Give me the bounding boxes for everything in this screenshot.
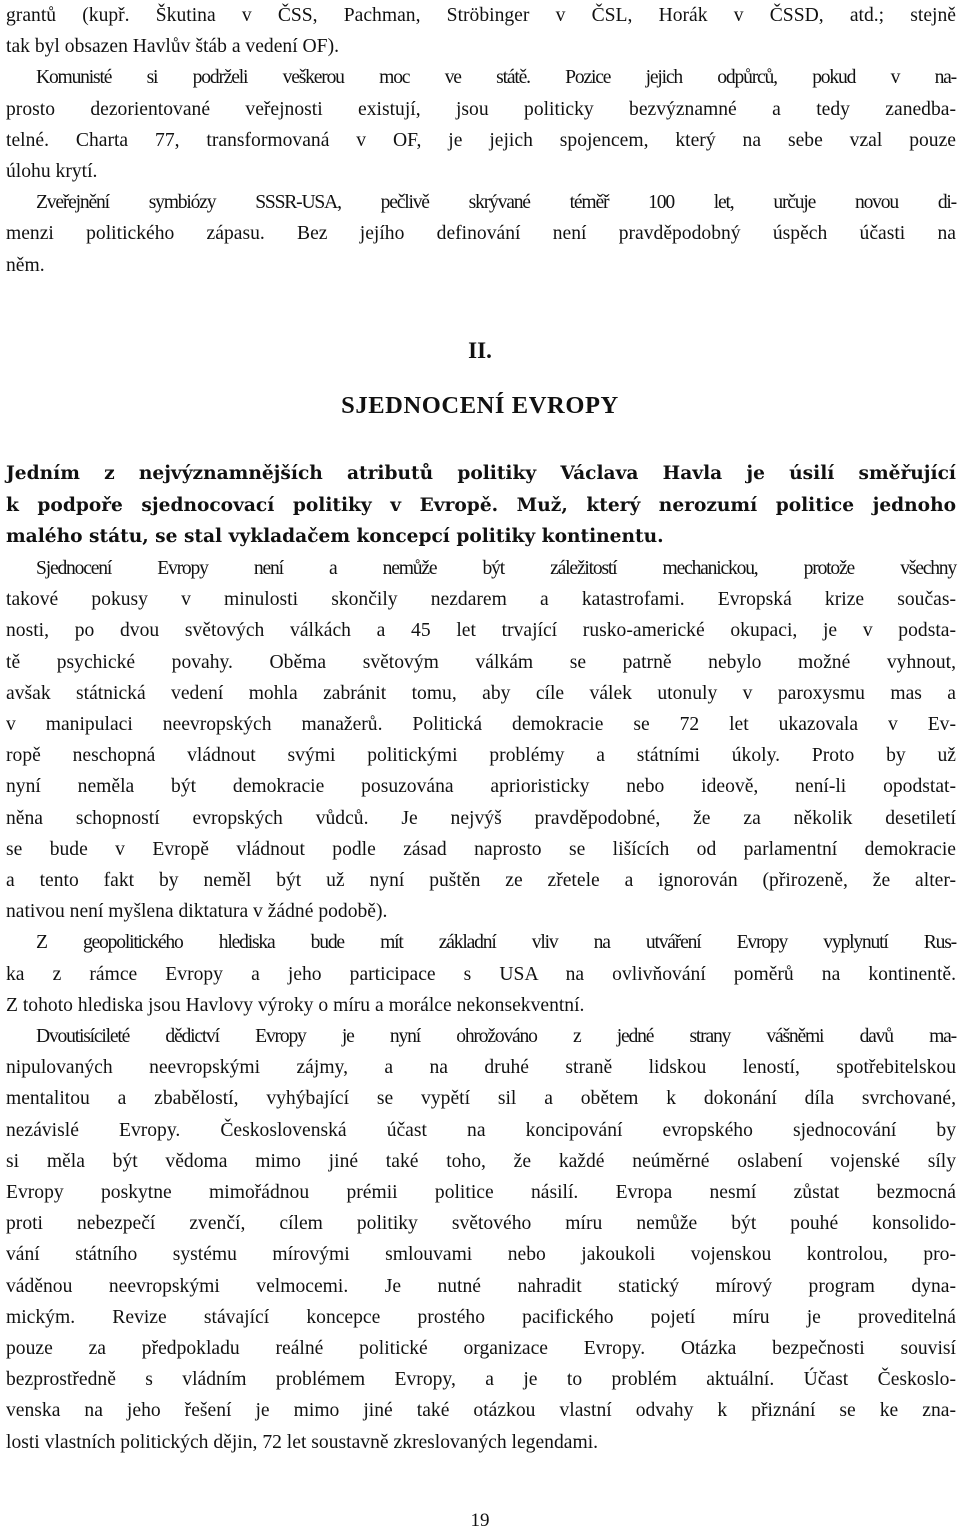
paragraph-geopolitics (6, 927, 956, 1021)
text-line: Zveřejnění symbiózy SSSR-USA, pečlivě skrývané téměř 100 let, určuje novou di- (36, 192, 956, 214)
text-line: nipulovaných neevropskými zájmy, a na druhé straně lidskou leností, spotřebitelskou (6, 1057, 956, 1079)
paragraph-continued (6, 0, 956, 62)
section-title: SJEDNOCENÍ EVROPY (341, 392, 619, 419)
text-line: venska na jeho řešení je mimo jiné také otázkou vlastní odvahy k přiznání se ke zna- (6, 1400, 956, 1422)
paragraph-unification (6, 553, 956, 927)
continued-text-block (6, 0, 956, 281)
text-line: bezprostředně s vládním problémem Evropy, a je to problém aktuální. Účast Českoslo- (6, 1369, 956, 1391)
paragraph-communists (6, 62, 956, 187)
text-line: nosti, po dvou světových válkách a 45 let trvající rusko-americké okupaci, je v podsta- (6, 620, 956, 642)
text-line: Jedním z nejvýznamnějších atributů politiky Václava Havla je úsilí směřující (6, 463, 956, 484)
text-line: ropě neschopná vládnout svými politickými problémy a státními úkoly. Proto by už (6, 745, 956, 767)
text-line: takové pokusy v minulosti skončily nezdarem a katastrofami. Evropská krize součas- (6, 589, 956, 611)
body-block (6, 553, 956, 1458)
text-line: grantů (kupř. Škutina v ČSS, Pachman, Ströbinger v ČSL, Horák v ČSSD, atd.; stejně (6, 5, 956, 26)
text-line: a tento fakt by neměl být už nyní puštěn ze zřetele a ignorován (přirozeně, že alter- (6, 870, 956, 892)
text-line: Evropy poskytne mimořádnou prémii politice násilí. Evropa nesmí zůstat bezmocná (6, 1182, 956, 1204)
text-line: ka z rámce Evropy a jeho participace s USA na ovlivňování poměrů na kontinentě. (6, 963, 956, 985)
text-line: úlohu krytí. (6, 161, 98, 183)
text-line: telné. Charta 77, transformovaná v OF, je jejich spojencem, který na sebe vzal pouze (6, 129, 956, 151)
text-line: váděnou neevropskými velmocemi. Je nutné nahradit statický mírový program dyna- (6, 1275, 956, 1297)
text-line: vání státního systému mírovými smlouvami nebo jakoukoli vojenskou kontrolou, pro- (6, 1244, 956, 1266)
text-line: avšak státnická vedení mohla zabránit tomu, aby cíle válek utonuly v paroxysmu mas a (6, 682, 956, 704)
text-line: něm. (6, 254, 45, 276)
page-number: 19 (470, 1510, 490, 1531)
text-line: k podpoře sjednocovací politiky v Evropě. Muž, který nerozumí politice jednoho (6, 494, 956, 516)
text-line: Komunisté si podrželi veškerou moc ve státě. Pozice jejich odpůrců, pokud v na- (36, 67, 956, 89)
lead-paragraph (6, 458, 956, 553)
text-line: pouze za předpokladu reálné politické organizace Evropy. Otázka bezpečnosti souvisí (6, 1338, 956, 1360)
text-line: nativou není myšlena diktatura v žádné podobě). (6, 901, 388, 923)
text-line: proti nebezpečí zvenčí, cílem politiky světového míru nemůže být pouhé konsolido- (6, 1213, 956, 1235)
text-line: menzi politického zápasu. Bez jejího definování není pravděpodobný úspěch účasti na (6, 223, 956, 245)
text-line: Sjednocení Evropy není a nemůže být záležitostí mechanickou, protože všechny (36, 558, 956, 579)
text-line: v manipulaci neevropských manažerů. Politická demokracie se 72 let ukazovala v Ev- (6, 714, 956, 736)
text-line: Z tohoto hlediska jsou Havlovy výroky o míru a morálce nekonsekventní. (6, 994, 585, 1016)
text-line: Z geopolitického hlediska bude mít základní vliv na utváření Evropy vyplynutí Rus- (36, 932, 956, 954)
paragraph-symbiosis (6, 187, 956, 281)
text-line: si měla být vědoma mimo jiné také toho, že každé neúměrné oslabení vojenské síly (6, 1150, 956, 1172)
text-line: Dvoutisícileté dědictví Evropy je nyní ohrožováno z jedné strany vášněmi davů ma- (36, 1026, 956, 1048)
text-line: něna schopností evropských vůdců. Je nejvýš pravděpodobné, že za několik desetiletí (6, 807, 956, 829)
text-line: losti vlastních politických dějin, 72 let soustavně zkreslovaných legendami. (6, 1431, 599, 1453)
text-line: se bude v Evropě vládnout podle zásad naprosto se lišících od parlamentní demokracie (6, 838, 956, 860)
lead-block (6, 458, 956, 553)
text-line: nezávislé Evropy. Československá účast na koncipování evropského sjednocování by (6, 1119, 956, 1141)
text-line: prosto dezorientované veřejnosti existují, jsou politicky bezvýznamné a tedy zanedba- (6, 98, 956, 120)
text-line: mickým. Revize stávající koncepce prostého pacifického pojetí míru je proveditelná (6, 1306, 956, 1328)
text-line: malého státu, se stal vykladačem koncepcí politiky kontinentu. (6, 526, 664, 547)
paragraph-heritage (6, 1021, 956, 1458)
text-line: tě psychické povahy. Oběma světovým válkám se patrně nebylo možné vyhnout, (6, 651, 956, 673)
text-line: mentalitou a zbabělostí, vyhýbající se vypětí sil a obětem k dokonání díla svrchované, (6, 1088, 956, 1110)
text-line: nyní neměla být demokracie posuzována aprioristicky nebo ideově, není-li opodstat- (6, 776, 956, 798)
section-number: II. (468, 338, 492, 363)
text-line: tak byl obsazen Havlův štáb a vedení OF). (6, 36, 340, 58)
